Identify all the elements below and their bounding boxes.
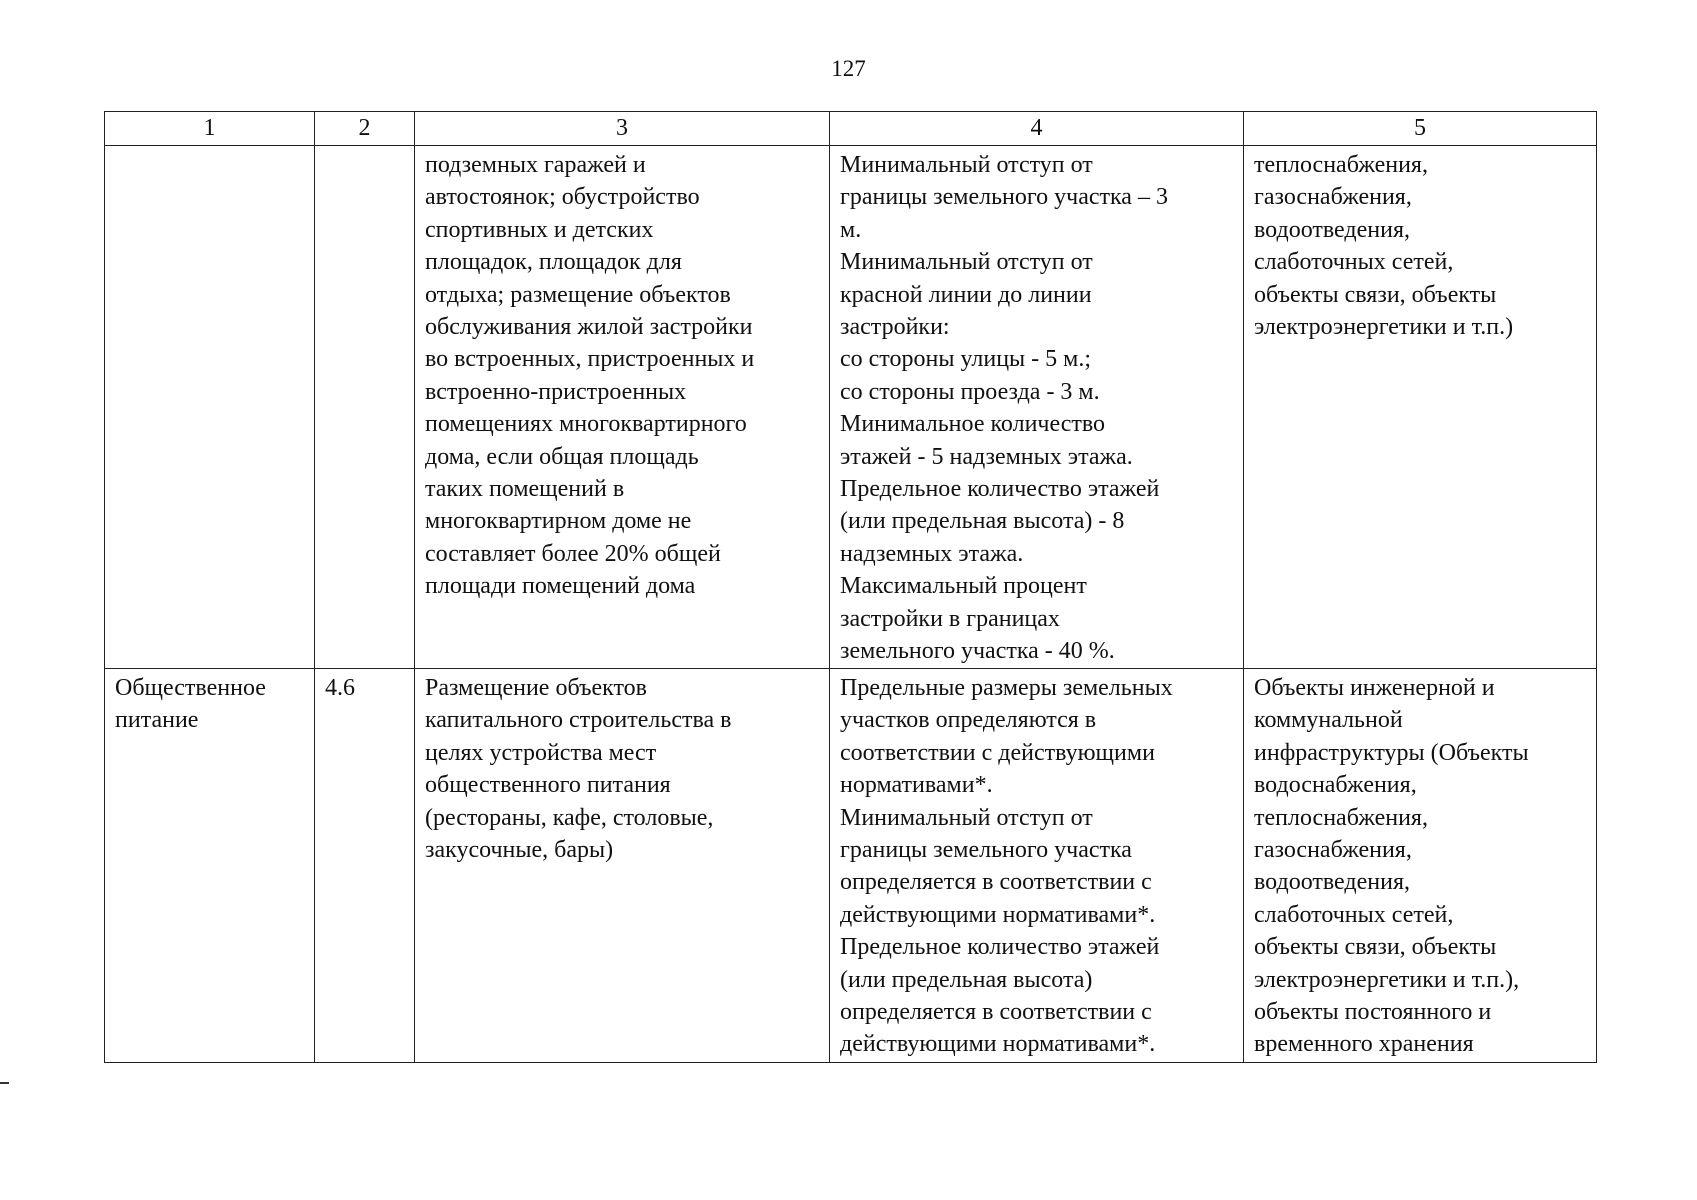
cell-description — [415, 669, 830, 1063]
cell-text: Предельные размеры земельных участков определяются в соответствии с действующими нормативами*. Минимальный отступ от границы земельного участка определяется в соответствии с действующими нормативами*. Предельное количество этажей (или предельная высота) определяется в соответствии с действующими нормативами*. — [840, 675, 1173, 1058]
table-header-row — [105, 112, 1597, 146]
regulations-table — [104, 111, 1597, 1063]
cell-text: Объекты инженерной и коммунальной инфраструктуры (Объекты водоснабжения, теплоснабжения, газоснабжения, водоотведения, слаботочных сетей, объекты связи, объекты электроэнергетики и т.п.), объекты постоянного и временного хранения — [1254, 675, 1529, 1058]
table-row — [105, 669, 1597, 1063]
cell-auxiliary — [1244, 146, 1597, 669]
column-header-5: 5 — [1244, 112, 1597, 146]
cell-use-name — [105, 146, 315, 669]
cell-parameters — [830, 146, 1244, 669]
cell-description — [415, 146, 830, 669]
column-header-4: 4 — [830, 112, 1244, 146]
cell-parameters — [830, 669, 1244, 1063]
cell-code — [315, 669, 415, 1063]
page-number: 127 — [831, 56, 866, 81]
cell-text: подземных гаражей и автостоянок; обустройство спортивных и детских площадок, площадок для отдыха; размещение объектов обслуживания жилой застройки во встроенных, пристроенных и встроенно-пристроенных помещениях многоквартирного дома, если общая площадь таких помещений в многоквартирном доме не составляет более 20% общей площади помещений дома — [425, 152, 755, 600]
table-row — [105, 146, 1597, 669]
margin-mark — [0, 1082, 9, 1084]
cell-text: Размещение объектов капитального строительства в целях устройства мест общественного питания (рестораны, кафе, столовые, закусочные, бары) — [425, 675, 732, 864]
cell-use-name — [105, 669, 315, 1063]
column-header-3: 3 — [415, 112, 830, 146]
column-header-2: 2 — [315, 112, 415, 146]
cell-auxiliary — [1244, 669, 1597, 1063]
cell-text: теплоснабжения, газоснабжения, водоотведения, слаботочных сетей, объекты связи, объекты электроэнергетики и т.п.) — [1254, 152, 1514, 341]
cell-text: Общественное питание — [115, 675, 266, 734]
cell-code — [315, 146, 415, 669]
cell-text: Минимальный отступ от границы земельного участка – 3 м. Минимальный отступ от красной линии до линии застройки: со стороны улицы - 5 м.; со стороны проезда - 3 м. Минимальное количество этажей - 5 надземных этажа. Предельное количество этажей (или предельная высота) - 8 надземных этажа. Максимальный процент застройки в границах земельного участка - 40 %. — [840, 152, 1168, 665]
column-header-1: 1 — [105, 112, 315, 146]
cell-text: 4.6 — [325, 675, 355, 701]
